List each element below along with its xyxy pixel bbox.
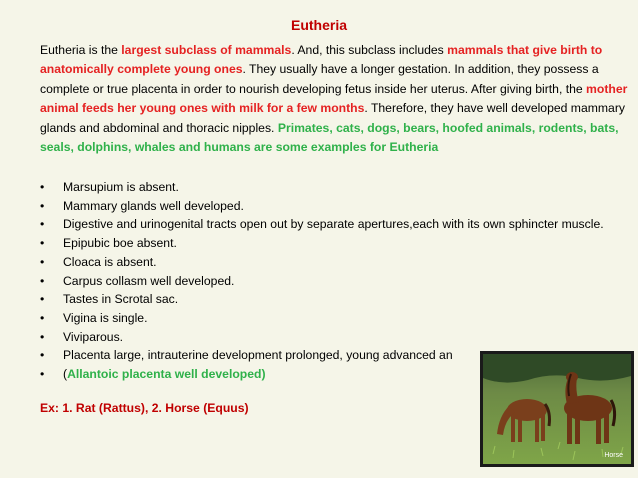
list-item: • Mammary glands well developed.	[40, 197, 638, 216]
photo-caption: Horse	[604, 452, 623, 459]
list-item: • Digestive and urinogenital tracts open out by separate apertures,each with its own sphincter muscle.	[40, 215, 638, 234]
horse-photo	[480, 351, 634, 467]
intro-text-2: . And, this subclass includes	[291, 43, 448, 57]
example-line: Ex: 1. Rat (Rattus), 2. Horse (Equus)	[40, 401, 249, 415]
horses-image	[483, 354, 631, 464]
intro-text-1: Eutheria is the	[40, 43, 122, 57]
intro-text-4: . Therefore, they have well developed mammary glands and abdominal and thoracic nipples.	[40, 101, 625, 135]
intro-highlight-1: largest subclass of mammals	[121, 43, 292, 57]
list-item: • Epipubic boe absent.	[40, 234, 638, 253]
list-item-open-paren: (	[63, 367, 68, 382]
intro-examples: Primates, cats, dogs, bears, hoofed animals, rodents, bats, seals, dolphins, whales and humans are some examples for Eutheria	[40, 120, 619, 155]
intro-paragraph	[40, 41, 628, 157]
intro-highlight-3: mother animal feeds her young ones with milk for a few months	[40, 81, 628, 116]
list-item: • Viviparous.	[40, 328, 638, 347]
list-item: • Tastes in Scrotal sac.	[40, 290, 638, 309]
list-item: • Carpus collasm well developed.	[40, 272, 638, 291]
list-item: • Marsupium is absent.	[40, 178, 638, 197]
list-item-highlight: Allantoic placenta well developed)	[67, 367, 266, 382]
list-item: • Placenta large, intrauterine development prolonged, young advanced an	[40, 346, 638, 365]
slide-title: Eutheria	[290, 17, 347, 33]
list-item: • Cloaca is absent.	[40, 253, 638, 272]
intro-highlight-2: mammals that give birth to anatomically complete young ones	[40, 43, 603, 77]
list-item: • Vigina is single.	[40, 309, 638, 328]
intro-text-3: . They usually have a longer gestation. In addition, they possess a complete or true placenta in order to nourish developing fetus inside her uterus. After giving birth, the	[40, 62, 599, 96]
